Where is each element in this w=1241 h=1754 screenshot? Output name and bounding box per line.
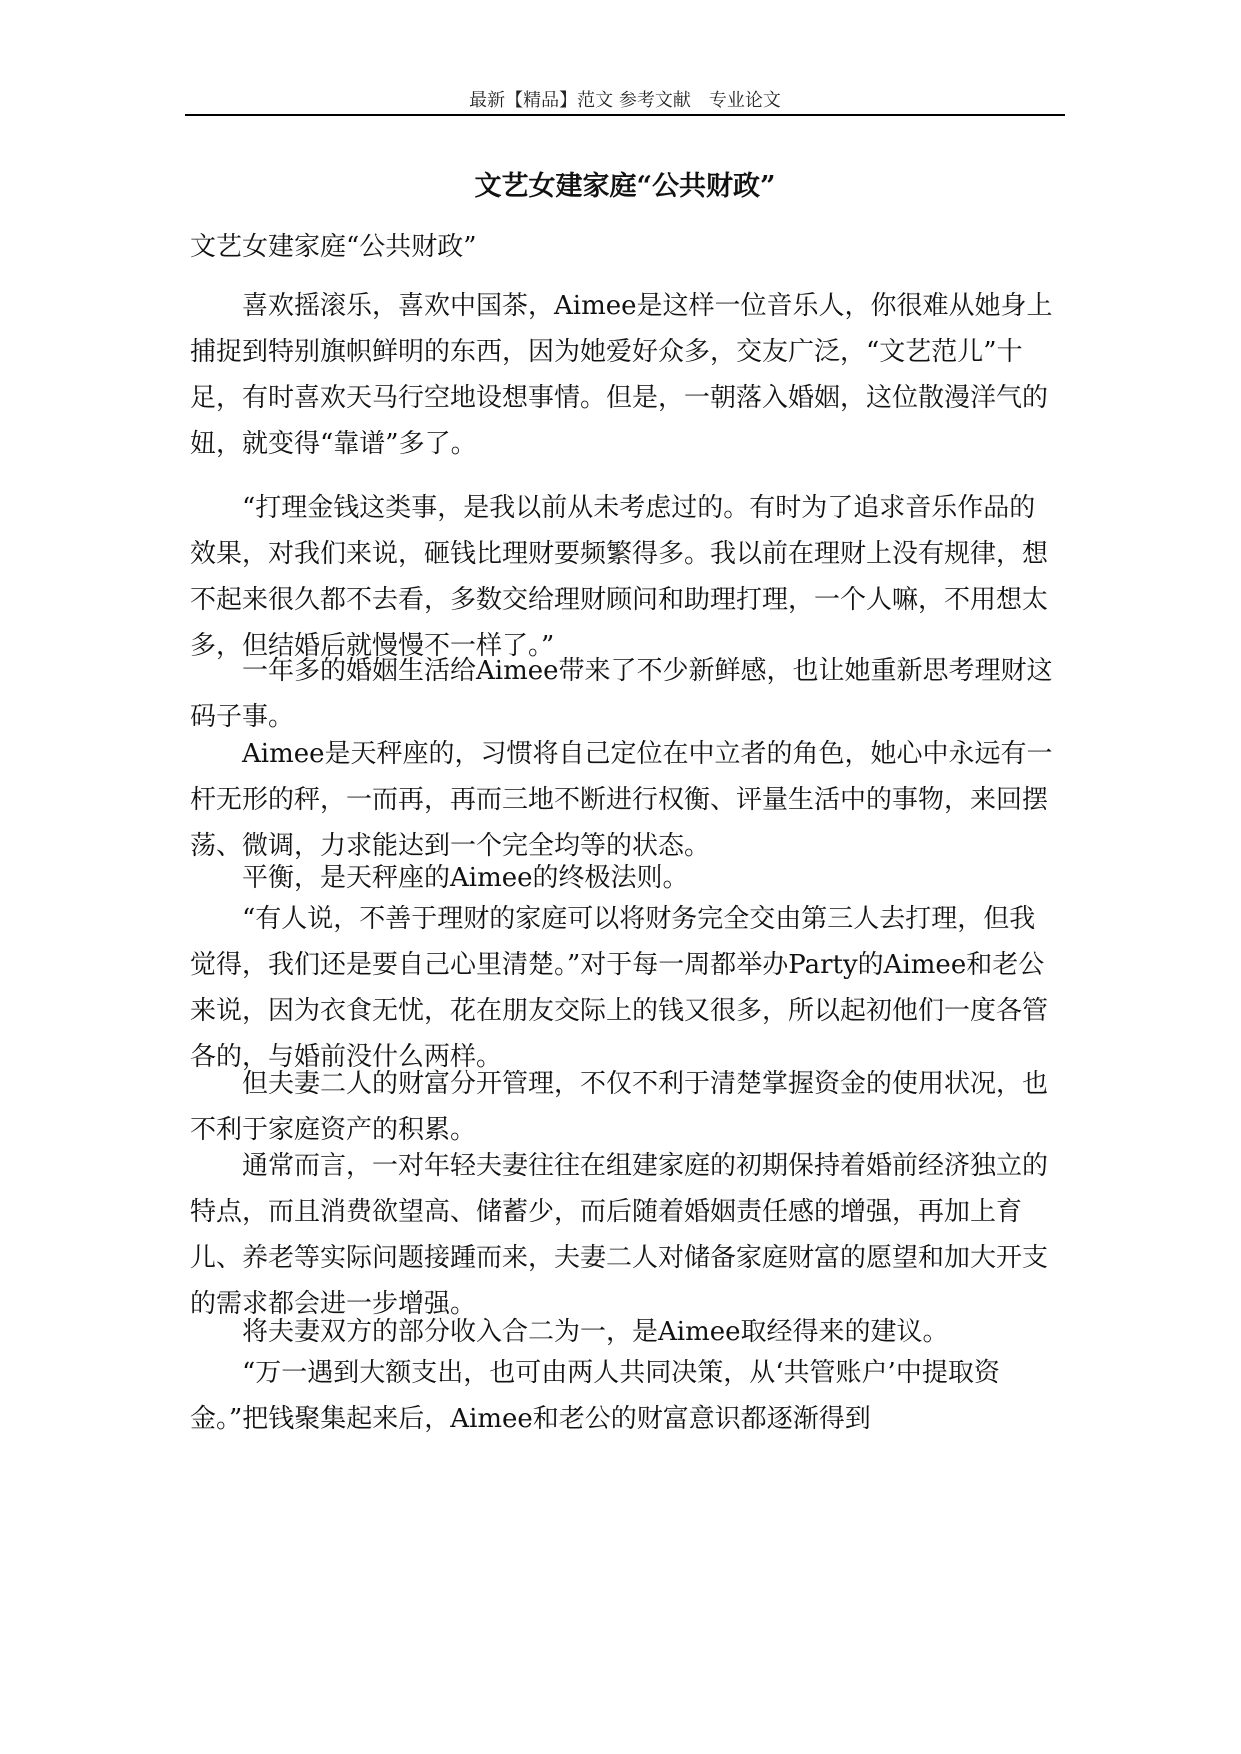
paragraph: 平衡，是天秤座的Aimee的终极法则。 (242, 863, 689, 893)
document-title: 文艺女建家庭“公共财政” (474, 171, 776, 202)
page-header: 最新【精品】范文 参考文献 专业论文 (469, 90, 781, 111)
paragraph: 一年多的婚姻生活给Aimee带来了不少新鲜感，也让她重新思考理财这码子事。 (190, 656, 1053, 732)
paragraph: “万一遇到大额支出，也可由两人共同决策，从‘共管账户’中提取资金。”把钱聚集起来后，Aimee和老公的财富意识都逐渐得到 (190, 1358, 1000, 1434)
paragraph: 喜欢摇滚乐，喜欢中国茶，Aimee是这样一位音乐人，你很难从她身上捕捉到特别旗帜鲜明的东西，因为她爱好众多，交友广泛，“文艺范儿”十足，有时喜欢天马行空地设想事情。但是，一朝落入婚姻，这位散漫洋气的妞，就变得“靠谱”多了。 (190, 291, 1053, 459)
paragraph: “打理金钱这类事，是我以前从未考虑过的。有时为了追求音乐作品的效果，对我们来说，砸钱比理财要频繁得多。我以前在理财上没有规律，想不起来很久都不去看，多数交给理财顾问和助理打理，一个人嘛，不用想太多，但结婚后就慢慢不一样了。” (190, 493, 1049, 661)
header-divider (185, 114, 1065, 116)
paragraph: 通常而言，一对年轻夫妻往往在组建家庭的初期保持着婚前经济独立的特点，而且消费欲望高、储蓄少，而后随着婚姻责任感的增强，再加上育儿、养老等实际问题接踵而来，夫妻二人对储备家庭财富的愿望和加大开支的需求都会进一步增强。 (190, 1151, 1049, 1319)
paragraph: “有人说，不善于理财的家庭可以将财务完全交由第三人去打理，但我觉得，我们还是要自己心里清楚。”对于每一周都举办Party的Aimee和老公来说，因为衣食无忧，花在朋友交际上的钱又很多，所以起初他们一度各管各的，与婚前没什么两样。 (190, 904, 1049, 1072)
paragraph: 但夫妻二人的财富分开管理，不仅不利于清楚掌握资金的使用状况，也不利于家庭资产的积累。 (190, 1069, 1049, 1145)
document-subtitle: 文艺女建家庭“公共财政” (190, 232, 477, 262)
paragraph: Aimee是天秤座的，习惯将自己定位在中立者的角色，她心中永远有一杆无形的秤，一而再，再而三地不断进行权衡、评量生活中的事物，来回摆荡、微调，力求能达到一个完全均等的状态。 (190, 739, 1053, 861)
paragraph: 将夫妻双方的部分收入合二为一，是Aimee取经得来的建议。 (242, 1317, 949, 1347)
